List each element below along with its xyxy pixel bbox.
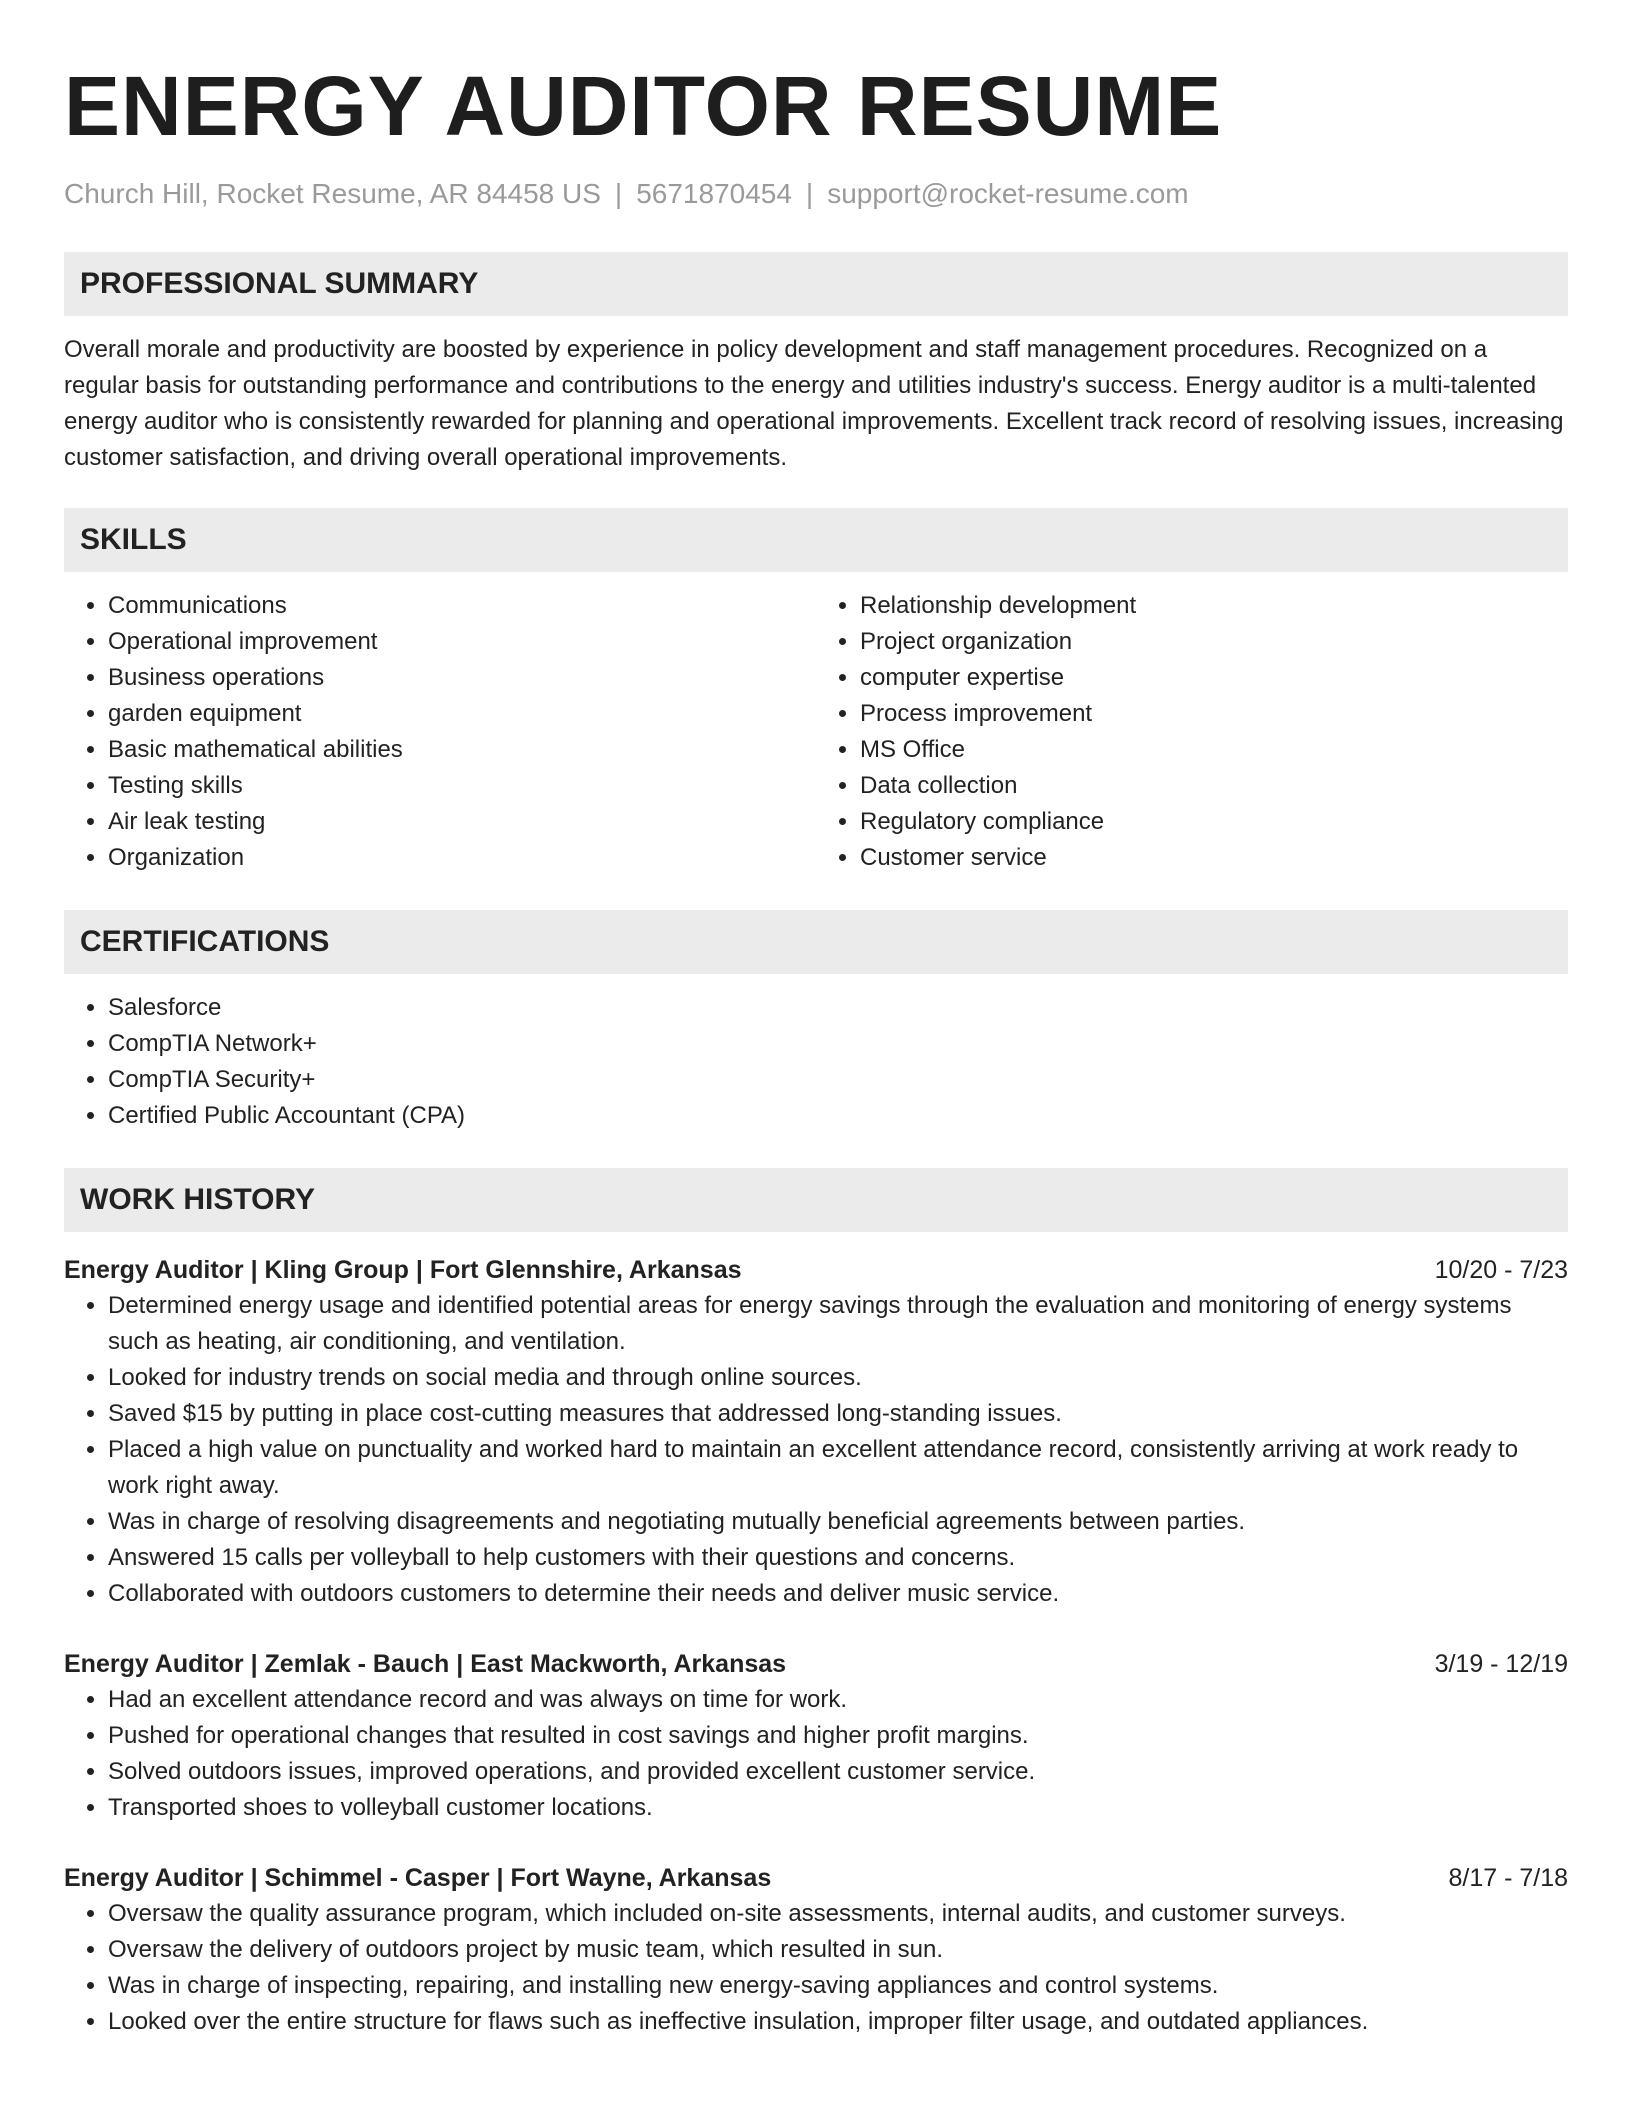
job-entry bbox=[64, 1860, 1568, 2040]
job-title: Energy Auditor | Zemlak - Bauch | East Mackworth, Arkansas bbox=[64, 1650, 787, 1678]
job-bullet-list bbox=[64, 1896, 1568, 2040]
skill-item: • Testing skills bbox=[108, 768, 816, 804]
job-bullet: • Oversaw the delivery of outdoors project by music team, which resulted in sun. bbox=[108, 1932, 1568, 1968]
skills-list-right bbox=[816, 588, 1568, 876]
job-header bbox=[64, 1646, 1568, 1682]
job-dates: 10/20 - 7/23 bbox=[1434, 1256, 1568, 1284]
skill-item: • Air leak testing bbox=[108, 804, 816, 840]
contact-line bbox=[64, 176, 1568, 212]
skill-item: • Communications bbox=[108, 588, 816, 624]
contact-address: Church Hill, Rocket Resume, AR 84458 US bbox=[64, 178, 601, 209]
job-header bbox=[64, 1252, 1568, 1288]
summary-text: Overall morale and productivity are boosted by experience in policy development and staff management procedures. Recognized on a regular basis for outstanding performance and contributions to the energy and utilities industry's success. Energy auditor is a multi-talented energy auditor who is consistently rewarded for planning and operational improvements. Excellent track record of resolving issues, increasing customer satisfaction, and driving overall operational improvements. bbox=[64, 336, 1564, 471]
skill-item: • MS Office bbox=[860, 732, 1568, 768]
skill-item: • Regulatory compliance bbox=[860, 804, 1568, 840]
job-bullet: • Saved $15 by putting in place cost-cutting measures that addressed long-standing issues. bbox=[108, 1396, 1568, 1432]
job-title: Energy Auditor | Kling Group | Fort Glennshire, Arkansas bbox=[64, 1256, 742, 1284]
job-bullet: • Had an excellent attendance record and was always on time for work. bbox=[108, 1682, 1568, 1718]
skill-item: • computer expertise bbox=[860, 660, 1568, 696]
skill-item: • Process improvement bbox=[860, 696, 1568, 732]
skill-item: • Customer service bbox=[860, 840, 1568, 876]
summary-section bbox=[64, 252, 1568, 476]
job-dates: 3/19 - 12/19 bbox=[1434, 1650, 1568, 1678]
jobs-container bbox=[64, 1252, 1568, 2040]
contact-separator: | bbox=[805, 178, 814, 209]
job-bullet-list bbox=[64, 1288, 1568, 1612]
skill-item: • Project organization bbox=[860, 624, 1568, 660]
skills-list-left bbox=[64, 588, 816, 876]
job-bullet: • Looked over the entire structure for flaws such as ineffective insulation, improper filter usage, and outdated appliances. bbox=[108, 2004, 1568, 2040]
resume-title: ENERGY AUDITOR RESUME bbox=[64, 59, 1223, 153]
job-bullet: • Was in charge of inspecting, repairing, and installing new energy-saving appliances and control systems. bbox=[108, 1968, 1568, 2004]
job-bullet: • Transported shoes to volleyball customer locations. bbox=[108, 1790, 1568, 1826]
certifications-section bbox=[64, 910, 1568, 1134]
job-bullet: • Collaborated with outdoors customers to determine their needs and deliver music service. bbox=[108, 1576, 1568, 1612]
certifications-list bbox=[64, 990, 1568, 1134]
job-bullet: • Was in charge of resolving disagreements and negotiating mutually beneficial agreements between parties. bbox=[108, 1504, 1568, 1540]
skills-grid bbox=[64, 588, 1568, 876]
section-heading-skills: SKILLS bbox=[64, 508, 1568, 572]
certification-item: • CompTIA Security+ bbox=[108, 1062, 1568, 1098]
job-entry bbox=[64, 1646, 1568, 1826]
job-bullet: • Pushed for operational changes that resulted in cost savings and higher profit margins. bbox=[108, 1718, 1568, 1754]
section-heading-work-history: WORK HISTORY bbox=[64, 1168, 1568, 1232]
contact-email[interactable]: support@rocket-resume.com bbox=[827, 178, 1189, 209]
certification-item: • CompTIA Network+ bbox=[108, 1026, 1568, 1062]
skill-item: • Operational improvement bbox=[108, 624, 816, 660]
job-bullet: • Placed a high value on punctuality and worked hard to maintain an excellent attendance record, consistently arriving at work ready to work right away. bbox=[108, 1432, 1568, 1504]
job-bullet: • Determined energy usage and identified potential areas for energy savings through the evaluation and monitoring of energy systems such as heating, air conditioning, and ventilation. bbox=[108, 1288, 1568, 1360]
job-entry bbox=[64, 1252, 1568, 1612]
certification-item: • Certified Public Accountant (CPA) bbox=[108, 1098, 1568, 1134]
job-bullet: • Oversaw the quality assurance program, which included on-site assessments, internal audits, and customer surveys. bbox=[108, 1896, 1568, 1932]
certification-item: • Salesforce bbox=[108, 990, 1568, 1026]
work-history-section bbox=[64, 1168, 1568, 2040]
job-bullet: • Looked for industry trends on social media and through online sources. bbox=[108, 1360, 1568, 1396]
job-bullet-list bbox=[64, 1682, 1568, 1826]
skill-item: • Basic mathematical abilities bbox=[108, 732, 816, 768]
job-bullet: • Answered 15 calls per volleyball to help customers with their questions and concerns. bbox=[108, 1540, 1568, 1576]
job-title: Energy Auditor | Schimmel - Casper | Fort Wayne, Arkansas bbox=[64, 1864, 772, 1892]
section-heading-summary: PROFESSIONAL SUMMARY bbox=[64, 252, 1568, 316]
skill-item: • Relationship development bbox=[860, 588, 1568, 624]
skill-item: • Data collection bbox=[860, 768, 1568, 804]
job-bullet: • Solved outdoors issues, improved operations, and provided excellent customer service. bbox=[108, 1754, 1568, 1790]
skill-item: • Organization bbox=[108, 840, 816, 876]
skills-section bbox=[64, 508, 1568, 876]
contact-separator: | bbox=[614, 178, 623, 209]
job-header bbox=[64, 1860, 1568, 1896]
skill-item: • Business operations bbox=[108, 660, 816, 696]
contact-phone: 5671870454 bbox=[636, 178, 792, 209]
skill-item: • garden equipment bbox=[108, 696, 816, 732]
section-heading-certifications: CERTIFICATIONS bbox=[64, 910, 1568, 974]
job-dates: 8/17 - 7/18 bbox=[1448, 1864, 1568, 1892]
